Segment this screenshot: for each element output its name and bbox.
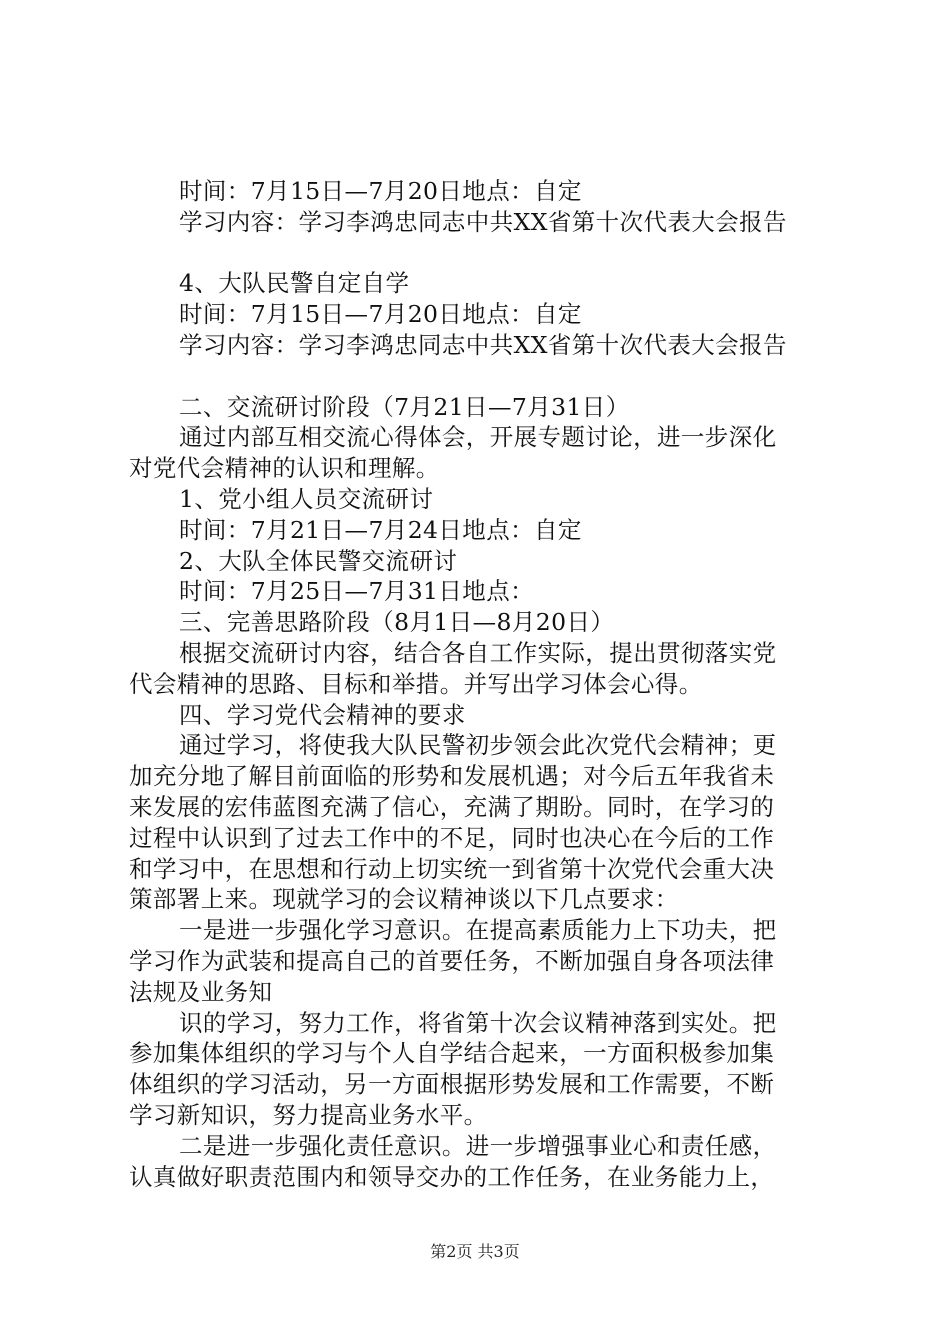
blank-line — [129, 361, 839, 392]
text-line: 2、大队全体民警交流研讨 — [179, 546, 458, 575]
text-line: 学习内容：学习李鸿忠同志中共XX省第十次代表大会报告 — [179, 207, 787, 236]
text-line: 学习内容：学习李鸿忠同志中共XX省第十次代表大会报告 — [179, 330, 787, 359]
text-line: 四、学习党代会精神的要求 — [179, 700, 466, 729]
text-line: 学习新知识，努力提高业务水平。 — [129, 1100, 488, 1129]
page-footer: 第2页 共3页 — [430, 1242, 520, 1261]
text-line: 策部署上来。现就学习的会议精神谈以下几点要求： — [129, 885, 679, 914]
text-line: 4、大队民警自定自学 — [179, 269, 410, 298]
document-body — [129, 176, 839, 1192]
text-line: 体组织的学习活动，另一方面根据形势发展和工作需要，不断 — [129, 1070, 775, 1099]
text-line: 代会精神的思路、目标和举措。并写出学习体会心得。 — [129, 669, 703, 698]
text-line: 时间：7月21日—7月24日地点：自定 — [179, 515, 582, 544]
text-line: 1、党小组人员交流研讨 — [179, 484, 434, 513]
text-line: 二是进一步强化责任意识。进一步增强事业心和责任感， — [179, 1131, 777, 1160]
text-line: 来发展的宏伟蓝图充满了信心，充满了期盼。同时，在学习的 — [129, 792, 775, 821]
text-line: 二、交流研讨阶段（7月21日—7月31日） — [179, 392, 630, 421]
text-line: 和学习中，在思想和行动上切实统一到省第十次党代会重大决 — [129, 854, 775, 883]
blank-line — [129, 238, 839, 269]
text-line: 根据交流研讨内容，结合各自工作实际，提出贯彻落实党 — [179, 638, 777, 667]
text-line: 学习作为武装和提高自己的首要任务，不断加强自身各项法律 — [129, 946, 775, 975]
text-line: 加充分地了解目前面临的形势和发展机遇；对今后五年我省未 — [129, 762, 775, 791]
text-line: 对党代会精神的认识和理解。 — [129, 454, 440, 483]
text-line: 三、完善思路阶段（8月1日—8月20日） — [179, 608, 615, 637]
text-line: 时间：7月15日—7月20日地点：自定 — [179, 177, 582, 205]
text-line: 通过内部互相交流心得体会，开展专题讨论，进一步深化 — [179, 423, 777, 452]
text-line: 时间：7月25日—7月31日地点： — [179, 577, 535, 606]
text-line: 参加集体组织的学习与个人自学结合起来，一方面积极参加集 — [129, 1039, 775, 1068]
text-line: 一是进一步强化学习意识。在提高素质能力上下功夫，把 — [179, 916, 777, 945]
text-line: 过程中认识到了过去工作中的不足，同时也决心在今后的工作 — [129, 823, 775, 852]
text-line: 时间：7月15日—7月20日地点：自定 — [179, 300, 582, 329]
text-line: 法规及业务知 — [129, 977, 273, 1006]
text-line: 认真做好职责范围内和领导交办的工作任务，在业务能力上， — [129, 1162, 775, 1191]
text-line: 通过学习，将使我大队民警初步领会此次党代会精神；更 — [179, 731, 777, 760]
text-line: 识的学习，努力工作，将省第十次会议精神落到实处。把 — [179, 1008, 777, 1037]
